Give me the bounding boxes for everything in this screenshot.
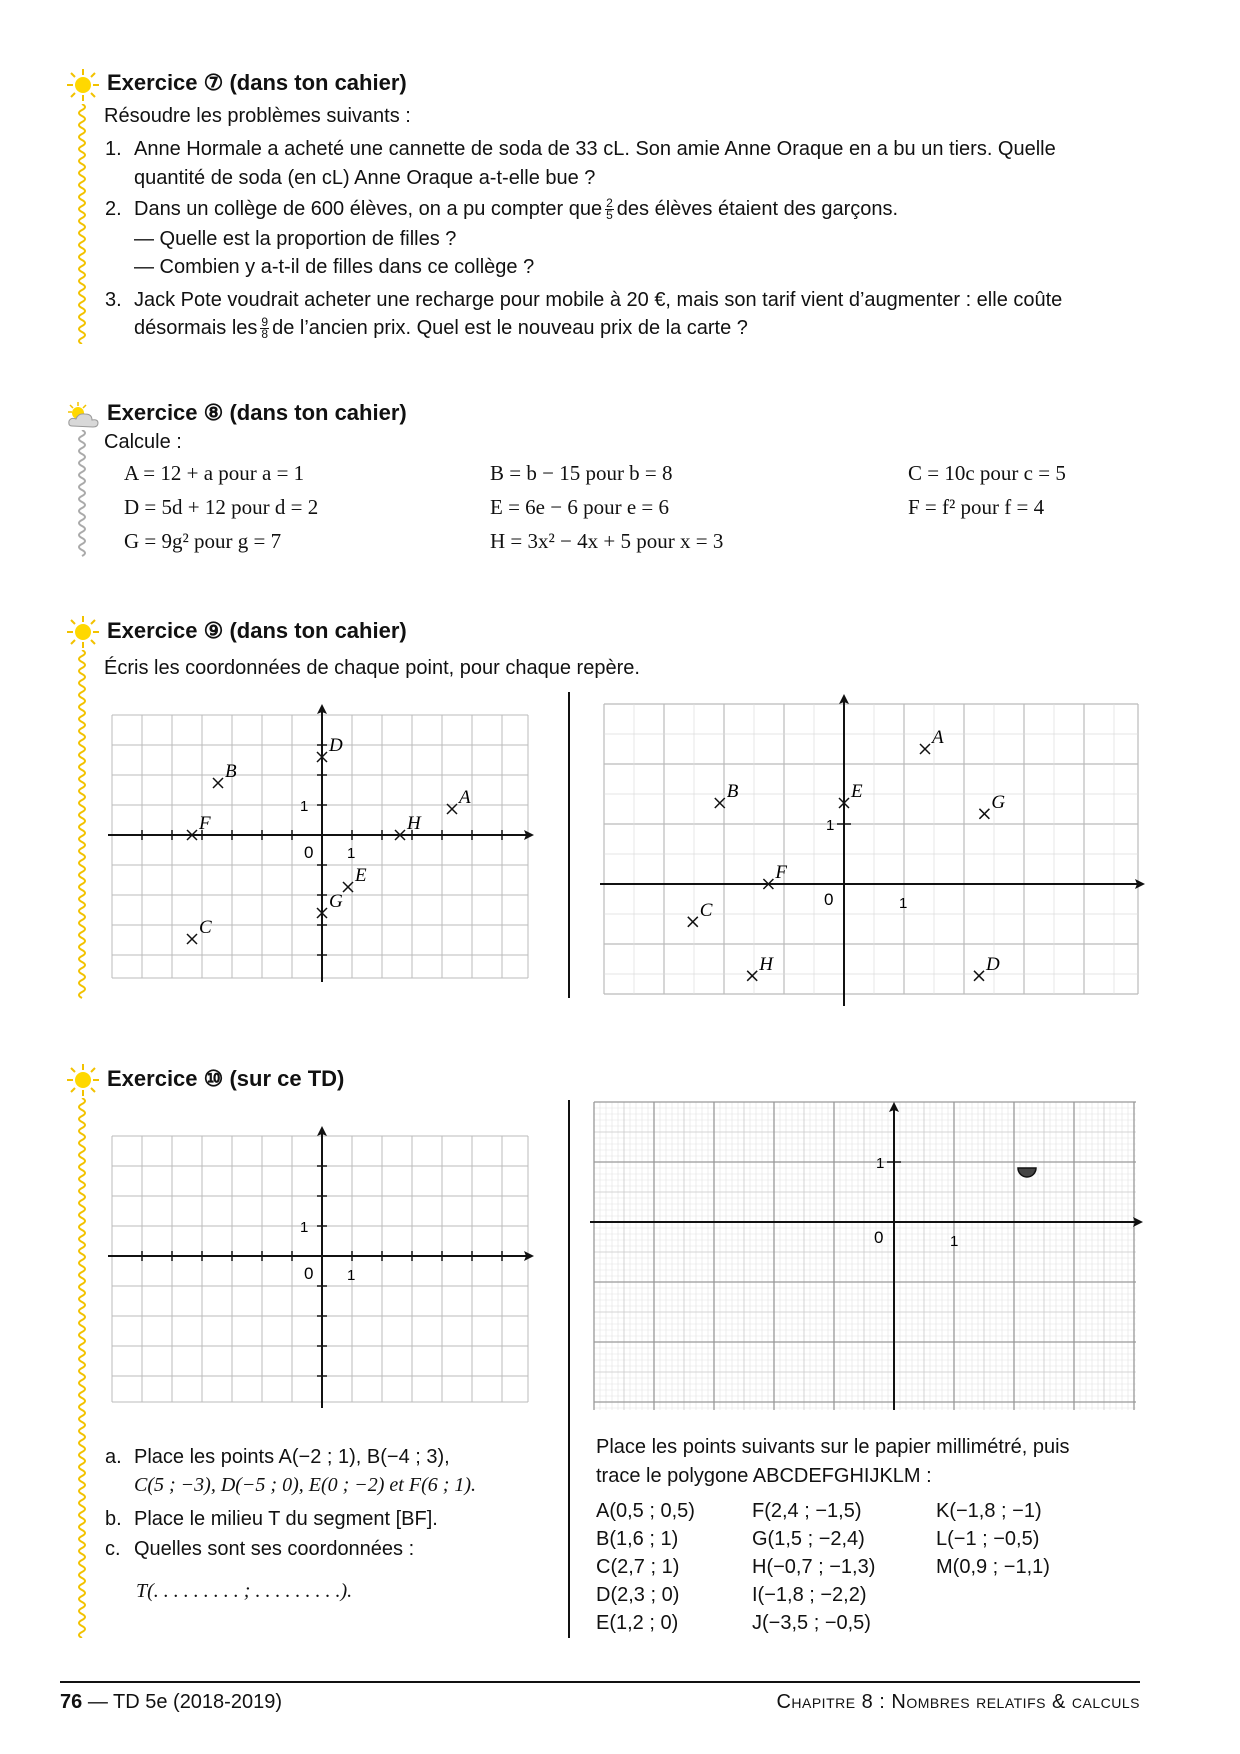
point-marker-a: [920, 744, 930, 754]
point-coordinate: E(1,2 ; 0): [596, 1612, 679, 1634]
coordinate-grid-1: [100, 700, 540, 1000]
footer-chapter: Chapitre 8 : Nombres relatifs & calculs: [776, 1691, 1140, 1713]
point-coordinate: D(2,3 ; 0): [596, 1584, 680, 1606]
cloud-sun-icon: [64, 400, 102, 430]
problem-1-line1: Anne Hormale a acheté une cannette de soda de 33 cL. Son amie Anne Oraque en a bu un tiers. Quelle: [134, 138, 1056, 160]
axes: [600, 698, 1142, 1006]
point-label-b: B: [225, 761, 237, 782]
exercise-10-title: Exercice ⑩ (sur ce TD): [107, 1066, 345, 1091]
point-marker-h: [747, 971, 757, 981]
footer-course: — TD 5e (2018-2019): [87, 1691, 282, 1713]
point-label-g: G: [991, 791, 1006, 813]
coordinate-grid-2: [596, 692, 1146, 1010]
point-marker-c: [187, 934, 197, 944]
item-letter: b.: [105, 1508, 122, 1530]
origin-label: 0: [874, 1228, 884, 1247]
footer-left: [60, 1691, 282, 1714]
wavy-margin-line: [76, 650, 88, 1000]
task-a-line2: C(5 ; −3), D(−5 ; 0), E(0 ; −2) et F(6 ; 1).: [134, 1474, 477, 1496]
coordinate-grid-3[interactable]: [100, 1126, 540, 1416]
point-coordinate: L(−1 ; −0,5): [936, 1528, 1040, 1550]
point-marker-c: [688, 917, 698, 927]
fraction-nine-eighths: $\frac{9}{8}$: [261, 315, 269, 342]
point-coordinate: B(1,6 ; 1): [596, 1528, 679, 1550]
points-column-1: [596, 1497, 695, 1637]
point-coordinate: K(−1,8 ; −1): [936, 1500, 1042, 1522]
formula-c: C = 10c pour c = 5: [908, 461, 1066, 485]
task-b: Place le milieu T du segment [BF].: [134, 1508, 438, 1530]
point-marker-d: [974, 971, 984, 981]
x-unit-label: 1: [347, 1267, 356, 1284]
formula-g: G = 9g² pour g = 7: [124, 529, 282, 553]
sun-icon: [66, 68, 100, 102]
point-label-h: H: [759, 953, 773, 975]
point-coordinate: J(−3,5 ; −0,5): [752, 1612, 871, 1634]
column-divider: [568, 1100, 570, 1638]
exercise-8-intro: Calcule :: [104, 431, 182, 453]
major-grid: [594, 1102, 1136, 1410]
point-marker-b: [715, 798, 725, 808]
minor-grid: [594, 1102, 1136, 1410]
x-unit-label: 1: [899, 895, 908, 912]
exercise-9-title: Exercice ⑨ (dans ton cahier): [107, 618, 407, 643]
item-letter: c.: [105, 1538, 121, 1560]
exercise-8-title: Exercice ⑧ (dans ton cahier): [107, 400, 407, 425]
exercise-9-intro: Écris les coordonnées de chaque point, pour chaque repère.: [104, 657, 640, 679]
problem-2-line1: Dans un collège de 600 élèves, on a pu compter que $\frac{2}{5}$ des élèves étaient des garçons.: [134, 196, 899, 223]
page-number: 76: [60, 1691, 83, 1713]
formula-b: B = b − 15 pour b = 8: [490, 461, 673, 485]
grid-lines: [112, 1136, 528, 1402]
point-label-a: A: [459, 787, 471, 808]
x-unit-label: 1: [950, 1233, 959, 1250]
item-letter: a.: [105, 1446, 122, 1468]
point-label-a: A: [932, 727, 944, 748]
task-c: Quelles sont ses coordonnées :: [134, 1538, 415, 1560]
item-number: 1.: [105, 138, 122, 160]
item-number: 3.: [105, 289, 122, 311]
point-label-c: C: [699, 899, 713, 921]
point-coordinate: M(0,9 ; −1,1): [936, 1556, 1050, 1578]
wavy-margin-line: [76, 104, 88, 344]
points-column-3: [936, 1497, 1050, 1581]
point-coordinate: A(0,5 ; 0,5): [596, 1500, 695, 1522]
fraction-two-fifths: $\frac{2}{5}$: [606, 196, 613, 223]
protractor-marker-icon: [1018, 1168, 1036, 1177]
y-unit-label: 1: [826, 817, 835, 834]
point-label-e: E: [355, 865, 367, 886]
point-label-f: F: [199, 813, 211, 834]
sun-icon: [66, 615, 100, 649]
point-label-c: C: [199, 917, 212, 938]
point-coordinate: H(−0,7 ; −1,3): [752, 1556, 876, 1578]
point-label-d: D: [986, 953, 1000, 975]
wavy-margin-line: [76, 1098, 88, 1638]
formula-d: D = 5d + 12 pour d = 2: [124, 495, 319, 519]
y-unit-label: 1: [300, 798, 309, 815]
footer-rule: [60, 1681, 1140, 1683]
origin-label: 0: [824, 890, 834, 909]
problem-2-sub1: — Quelle est la proportion de filles ?: [134, 228, 457, 250]
point-marker-g: [979, 809, 989, 819]
point-coordinate: C(2,7 ; 1): [596, 1556, 680, 1578]
mid-grid: [594, 1102, 1136, 1410]
formula-h: H = 3x² − 4x + 5 pour x = 3: [490, 529, 724, 553]
exercise-7-title: Exercice ⑦ (dans ton cahier): [107, 70, 407, 95]
mm-instruction-line2: trace le polygone ABCDEFGHIJKLM :: [596, 1465, 932, 1487]
sun-icon: [66, 1063, 100, 1097]
formula-e: E = 6e − 6 pour e = 6: [490, 495, 669, 519]
point-label-f: F: [775, 862, 788, 883]
point-coordinate: G(1,5 ; −2,4): [752, 1528, 865, 1550]
y-unit-label: 1: [300, 1219, 309, 1236]
grid-lines: [604, 704, 1138, 994]
point-label-g: G: [329, 891, 343, 912]
column-divider: [568, 692, 570, 998]
problem-3-line2: désormais les $\frac{9}{8}$ de l’ancien prix. Quel est le nouveau prix de la carte ?: [134, 315, 748, 342]
point-label-d: D: [329, 735, 343, 756]
x-unit-label: 1: [347, 845, 356, 862]
wavy-margin-line: [76, 430, 88, 560]
point-coordinate: I(−1,8 ; −2,2): [752, 1584, 867, 1606]
formula-f: F = f² pour f = 4: [908, 495, 1045, 519]
point-label-h: H: [407, 813, 421, 834]
problem-3-line1: Jack Pote voudrait acheter une recharge pour mobile à 20 €, mais son tarif vient d’augmenter : elle coûte: [134, 289, 1063, 311]
mm-instruction-line1: Place les points suivants sur le papier millimétré, puis: [596, 1436, 1070, 1458]
point-label-b: B: [726, 781, 739, 802]
task-a-line1: Place les points A(−2 ; 1), B(−4 ; 3),: [134, 1446, 450, 1468]
formula-a: A = 12 + a pour a = 1: [124, 461, 305, 485]
exercise-7-intro: Résoudre les problèmes suivants :: [104, 105, 411, 127]
millimeter-paper-grid[interactable]: [590, 1098, 1146, 1416]
point-marker-b: [213, 778, 223, 788]
minor-grid: [604, 704, 1138, 994]
origin-label: 0: [304, 843, 314, 862]
y-unit-label: 1: [876, 1155, 885, 1172]
item-number: 2.: [105, 198, 122, 220]
point-label-e: E: [851, 781, 863, 802]
points-column-2: [752, 1497, 875, 1637]
problem-2-sub2: — Combien y a-t-il de filles dans ce collège ?: [134, 256, 535, 278]
problem-1-line2: quantité de soda (en cL) Anne Oraque a-t-elle bue ?: [134, 167, 596, 189]
point-coordinate: F(2,4 ; −1,5): [752, 1500, 862, 1522]
origin-label: 0: [304, 1264, 314, 1283]
answer-field-t[interactable]: T(. . . . . . . . . ; . . . . . . . . .).: [136, 1580, 353, 1602]
